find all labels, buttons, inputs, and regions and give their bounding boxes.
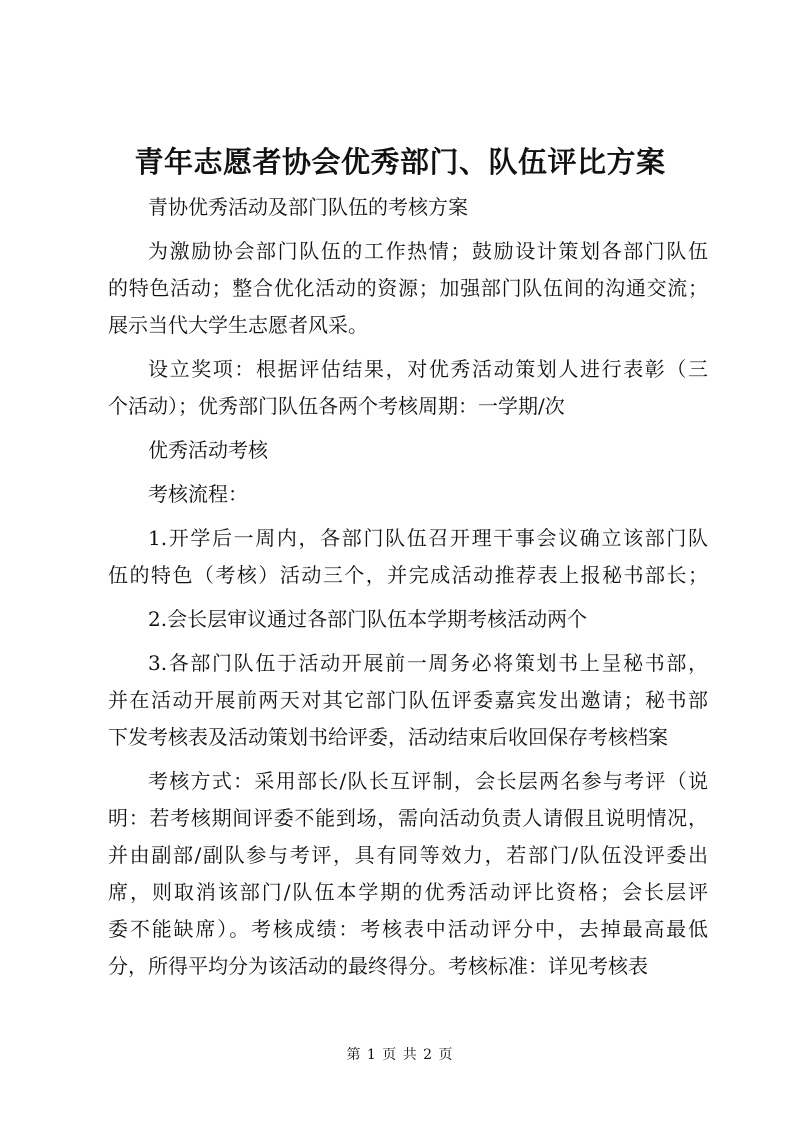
paragraph-line: 2.会长层审议通过各部门队伍本学期考核活动两个 (148, 607, 588, 631)
paragraph-line: 分，所得平均分为该活动的最终得分。考核标准：详见考核表 (108, 954, 648, 978)
paragraph-line: 并在活动开展前两天对其它部门队伍评委嘉宾发出邀请；秘书部 (108, 688, 708, 712)
paragraph-line: 席，则取消该部门/队伍本学期的优秀活动评比资格；会长层评 (108, 880, 708, 904)
paragraph-line: 考核方式：采用部长/队长互评制，会长层两名参与考评（说 (148, 769, 708, 793)
paragraph-line: 1.开学后一周内，各部门队伍召开理干事会议确立该部门队 (148, 526, 708, 550)
paragraph-line: 为激励协会部门队伍的工作热情；鼓励设计策划各部门队伍 (148, 239, 708, 263)
paragraph-line: 委不能缺席）。考核成绩：考核表中活动评分中，去掉最高最低 (108, 917, 708, 941)
paragraph-line: 个活动）；优秀部门队伍各两个考核周期：一学期/次 (108, 394, 565, 418)
paragraph-line: 的特色活动；整合优化活动的资源；加强部门队伍间的沟通交流； (108, 276, 708, 300)
document-title: 青年志愿者协会优秀部门、队伍评比方案 (134, 145, 666, 179)
paragraph-line: 下发考核表及活动策划书给评委，活动结束后收回保存考核档案 (108, 725, 668, 749)
paragraph-line: 考核流程： (148, 482, 248, 506)
page-number: 第 1 页 共 2 页 (346, 1047, 454, 1063)
paragraph-line: 伍的特色（考核）活动三个，并完成活动推荐表上报秘书部长； (108, 563, 708, 587)
paragraph-line: 优秀活动考核 (148, 438, 268, 462)
paragraph-line: 设立奖项：根据评估结果，对优秀活动策划人进行表彰（三 (148, 357, 708, 381)
paragraph-line: 展示当代大学生志愿者风采。 (108, 313, 368, 337)
paragraph-line: 青协优秀活动及部门队伍的考核方案 (148, 195, 468, 219)
paragraph-line: 明：若考核期间评委不能到场，需向活动负责人请假且说明情况， (108, 806, 708, 830)
paragraph-line: 并由副部/副队参与考评，具有同等效力，若部门/队伍没评委出 (108, 843, 708, 867)
paragraph-line: 3.各部门队伍于活动开展前一周务必将策划书上呈秘书部， (148, 651, 708, 675)
